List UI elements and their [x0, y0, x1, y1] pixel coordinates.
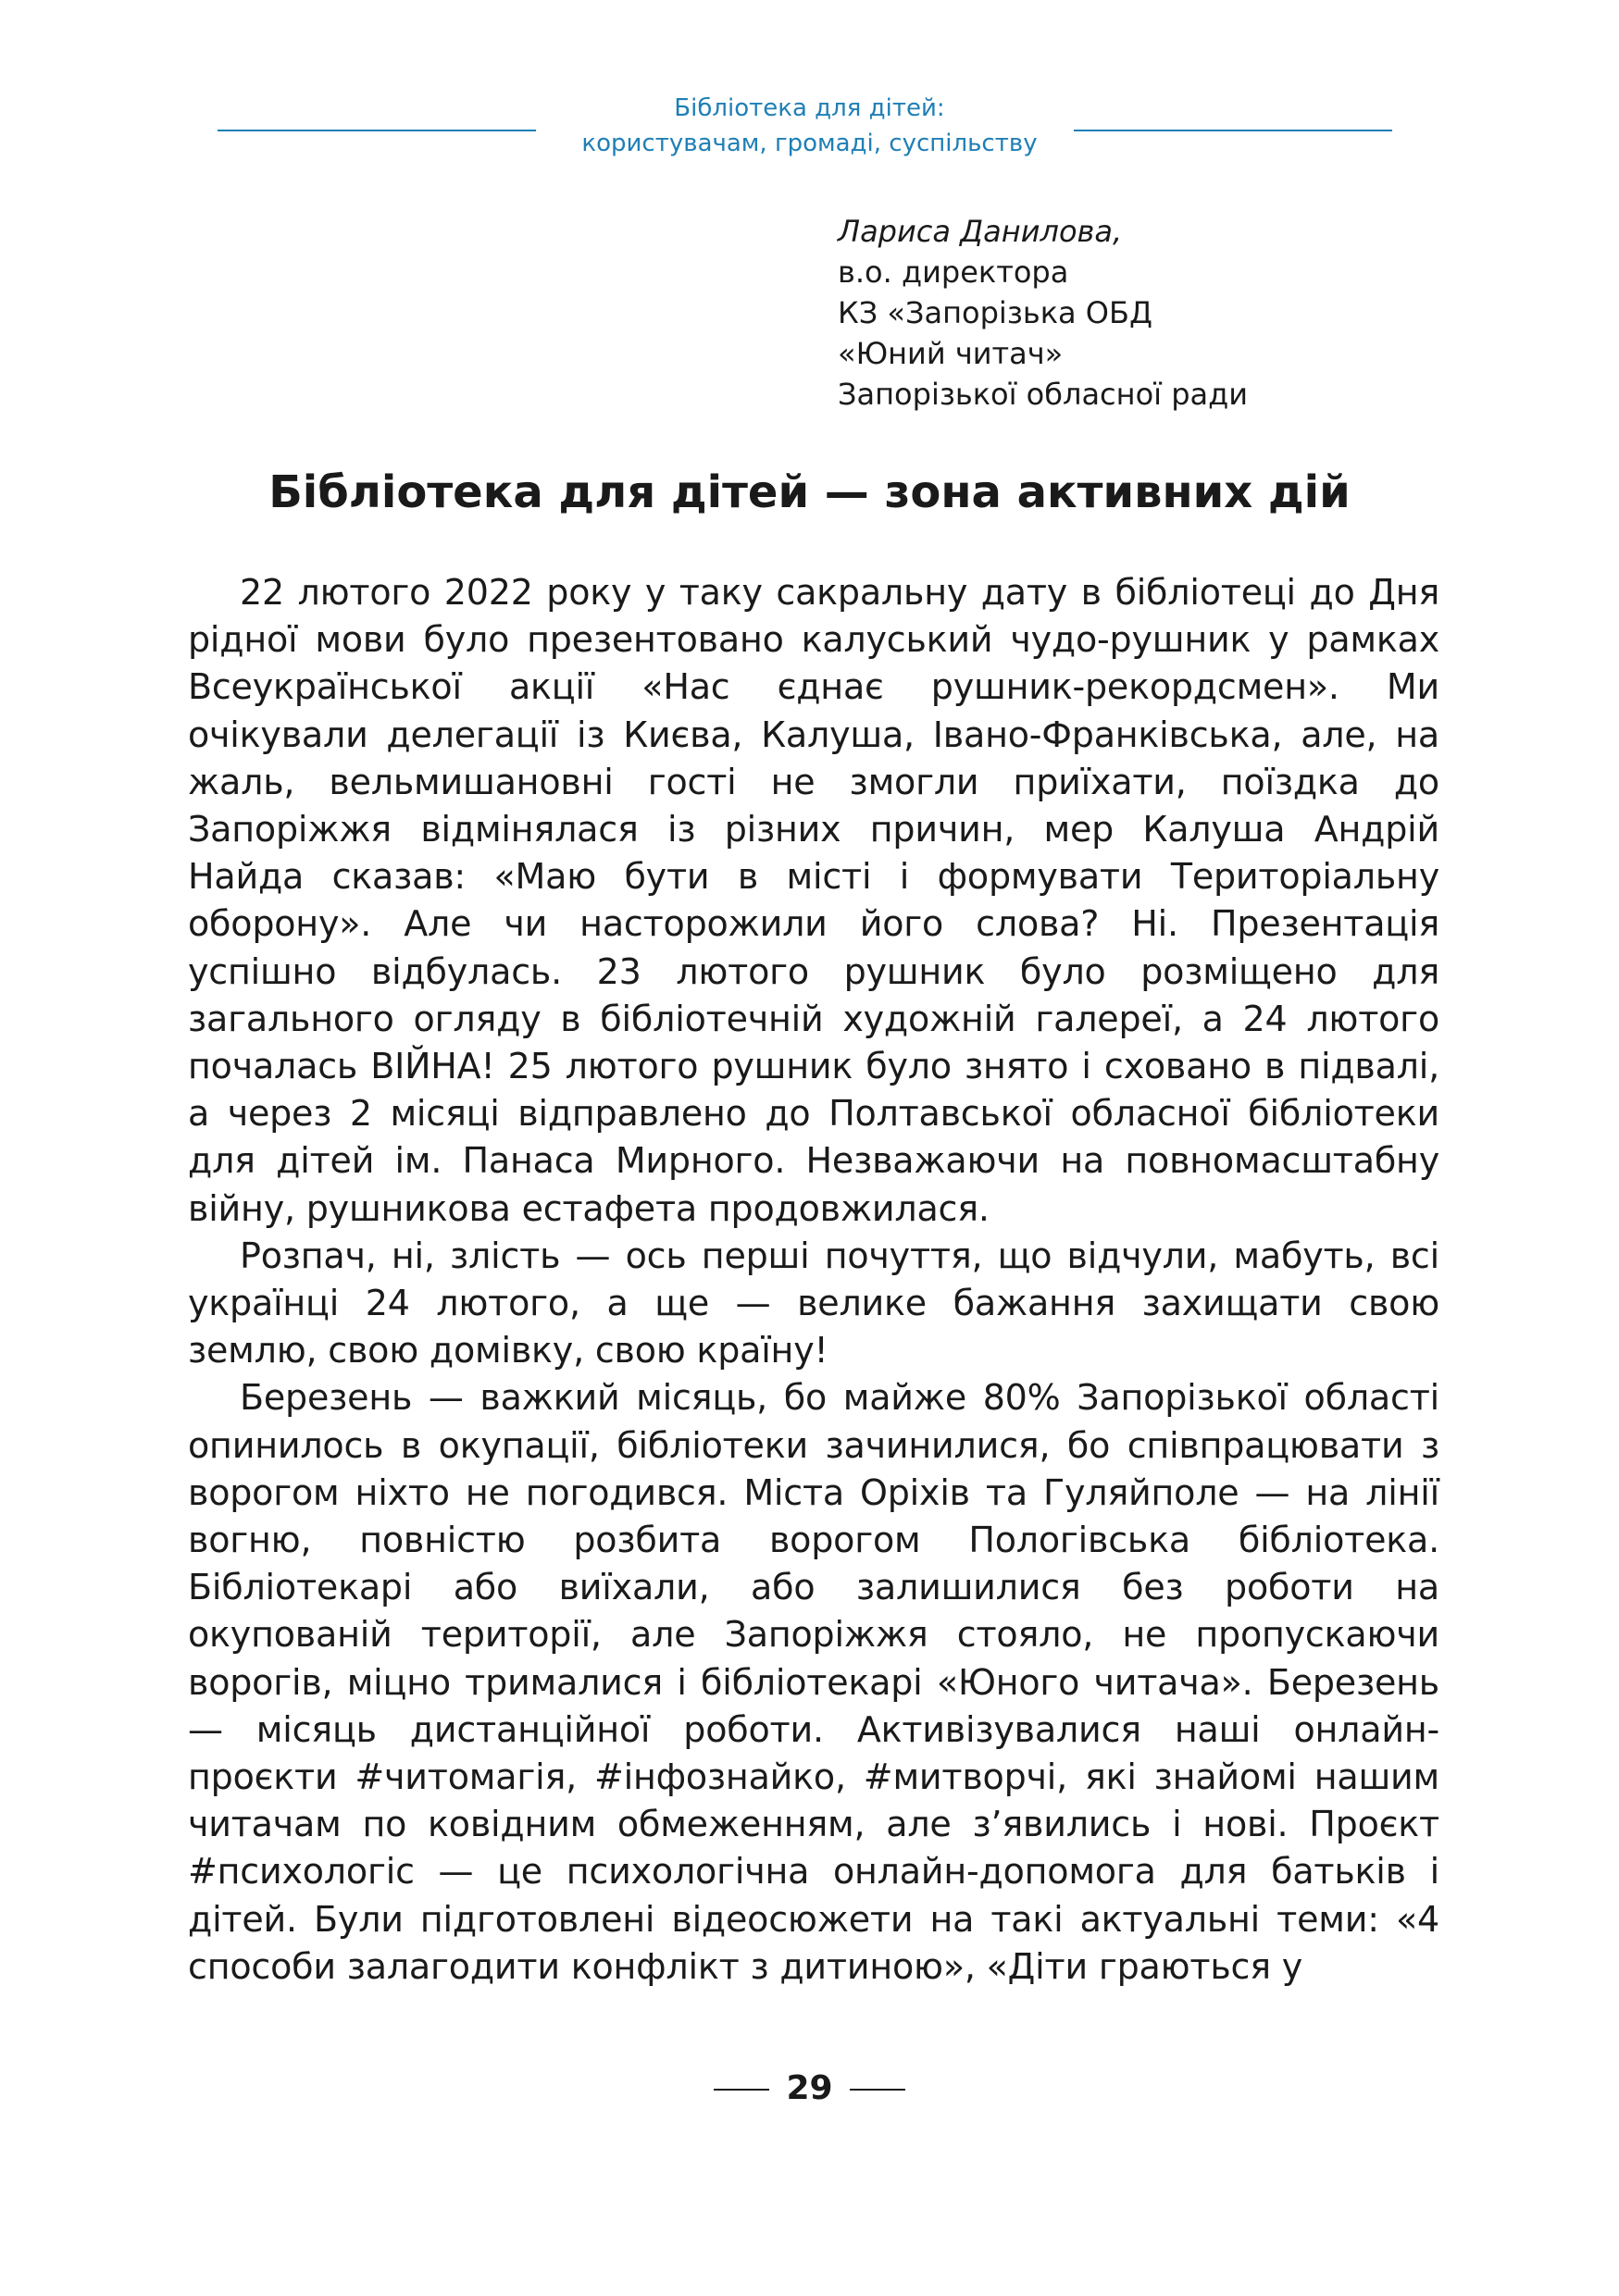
author-org-line-2: «Юний читач»	[838, 336, 1064, 371]
author-org-line-3: Запорізької обласної ради	[838, 377, 1249, 412]
author-position: в.о. директора	[838, 254, 1069, 290]
running-header	[0, 91, 1619, 161]
paragraph: Березень — важкий місяць, бо майже 80% Запорізької області опинилось в окупації, бібліотеки зачинилися, бо співпрацювати з ворогом ніхто не погодився. Міста Оріхів та Гуляйполе — на лінії вогню, повністю розбита ворогом Пологівська бібліотека. Бібліотекарі або виїхали, або залишилися без роботи на окупованій території, але Запоріжжя стояло, не пропускаючи ворогів, міцно трималися і бібліотекарі «Юного читача». Березень — місяць дистанційної роботи. Активізувалися наші онлайн-проєкти #читомагія, #інфознайко, #митворчі, які знайомі нашим читачам по ковідним обмеженням, але з’явились і нові. Проєкт #психологіс — це психологічна онлайн-допомога для батьків і дітей. Були підготовлені відеосюжети на такі актуальні теми: «4 способи залагодити конфлікт з дитиною», «Діти граються у	[188, 1377, 1439, 1987]
author-org-line-1: КЗ «Запорізька ОБД	[838, 295, 1152, 330]
header-line-2: користувачам, громаді, суспільству	[581, 130, 1038, 157]
author-name: Лариса Данилова,	[838, 214, 1123, 249]
header-rule-left	[218, 130, 536, 131]
article-body	[188, 569, 1439, 1991]
paragraph: Розпач, ні, злість — ось перші почуття, що відчули, мабуть, всі українці 24 лютого, а ще — велике бажання захищати свою землю, свою домівку, свою країну!	[188, 1235, 1439, 1371]
page-number-rule-right	[850, 2089, 905, 2091]
paragraph: 22 лютого 2022 року у таку сакральну дату в бібліотеці до Дня рідної мови було презентовано калуський чудо-рушник у рамках Всеукраїнської акції «Нас єднає рушник-рекордсмен». Ми очікували делегації із Києва, Калуша, Івано-Франківська, але, на жаль, вельмишановні гості не змогли приїхати, поїздка до Запоріжжя відмінялася із різних причин, мер Калуша Андрій Найда сказав: «Маю бути в місті і формувати Територіальну оборону». Але чи насторожили його слова? Ні. Презентація успішно відбулась. 23 лютого рушник було розміщено для загального огляду в бібліотечній художній галереї, а 24 лютого почалась ВІЙНА! 25 лютого рушник було знято і сховано в підвалі, а через 2 місяці відправлено до Полтавської обласної бібліотеки для дітей ім. Панаса Мирного. Незважаючи на повномасштабну війну, рушникова естафета продовжилася.	[188, 572, 1439, 1229]
article-title: Бібліотека для дітей — зона активних дій	[268, 466, 1351, 518]
header-line-1: Бібліотека для дітей:	[674, 94, 945, 122]
header-rule-right	[1074, 130, 1392, 131]
page-number-rule-left	[714, 2089, 769, 2091]
page-number: 29	[786, 2069, 833, 2107]
page-number-block	[0, 2066, 1619, 2111]
author-block	[838, 211, 1248, 415]
